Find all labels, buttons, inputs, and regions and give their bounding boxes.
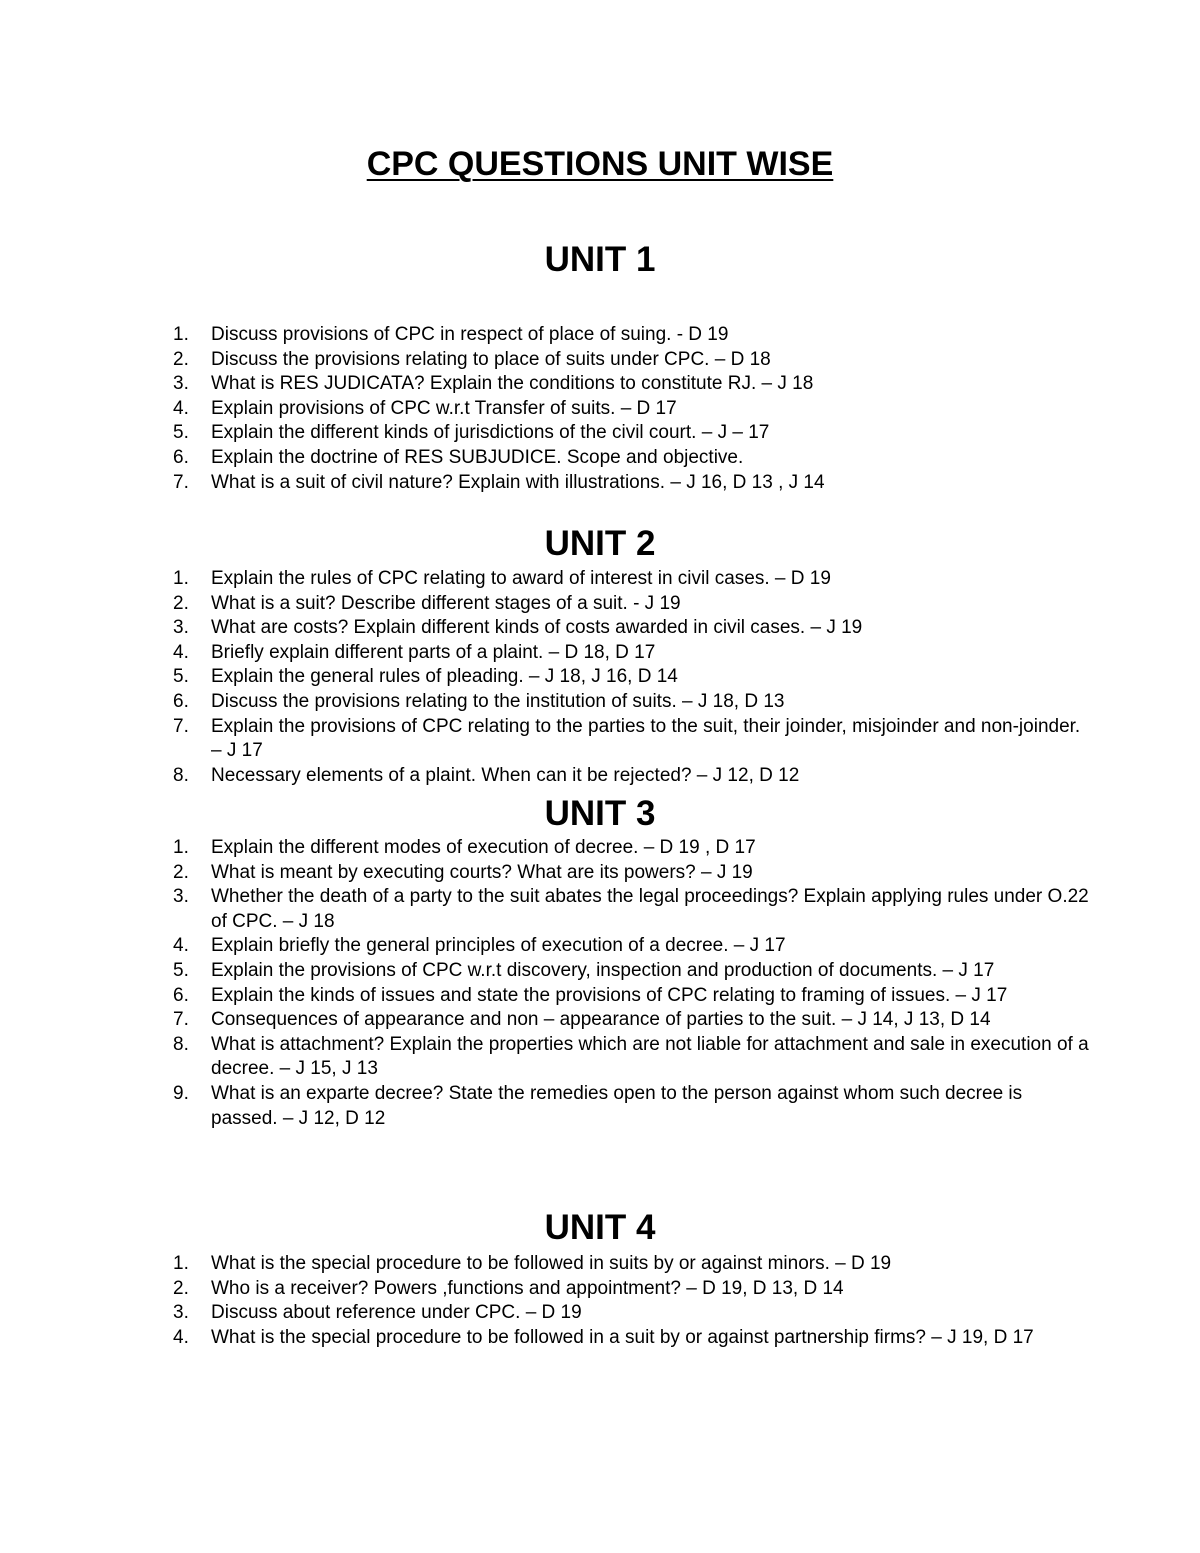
- list-item: [0, 1301, 1091, 1326]
- list-item: [0, 861, 1091, 886]
- list-item: [0, 421, 1091, 446]
- unit-3-heading: UNIT 3: [544, 794, 656, 833]
- question-number: 3.: [173, 886, 189, 908]
- question-number: 6.: [173, 690, 189, 712]
- list-item: [0, 984, 1091, 1009]
- question-number: 4.: [173, 641, 189, 663]
- list-item: [0, 764, 1091, 789]
- list-item: [0, 1252, 1091, 1277]
- question-number: 3.: [173, 617, 189, 639]
- question-number: 4.: [173, 935, 189, 957]
- question-text: Whether the death of a party to the suit abates the legal proceedings? Explain applying rules under O.22 of CPC. – J 18: [211, 886, 1089, 932]
- question-number: 2.: [173, 1277, 189, 1299]
- question-text: Explain the kinds of issues and state the provisions of CPC relating to framing of issues. – J 17: [211, 984, 1008, 1006]
- list-item: [0, 323, 1091, 348]
- question-text: Explain the rules of CPC relating to award of interest in civil cases. – D 19: [211, 568, 831, 589]
- question-text: Explain the doctrine of RES SUBJUDICE. Scope and objective.: [211, 446, 744, 468]
- list-item: [0, 592, 1091, 617]
- list-item: [0, 1326, 1091, 1351]
- question-text: Briefly explain different parts of a plaint. – D 18, D 17: [211, 641, 656, 663]
- question-number: 7.: [173, 471, 189, 493]
- question-text: Discuss the provisions relating to place of suits under CPC. – D 18: [211, 348, 771, 370]
- unit-4-heading: UNIT 4: [544, 1208, 656, 1247]
- question-text: Explain briefly the general principles of execution of a decree. – J 17: [211, 935, 786, 957]
- unit-2-question-list: [0, 567, 1200, 788]
- list-item: [0, 934, 1091, 959]
- question-text: Explain the provisions of CPC w.r.t discovery, inspection and production of documents. – J 17: [211, 959, 995, 981]
- list-item: [0, 372, 1091, 397]
- list-item: [0, 348, 1091, 373]
- question-text: Explain the general rules of pleading. – J 18, J 16, D 14: [211, 666, 678, 688]
- list-item: [0, 690, 1091, 715]
- list-item: [0, 397, 1091, 422]
- question-number: 1.: [173, 568, 189, 589]
- question-text: Explain provisions of CPC w.r.t Transfer of suits. – D 17: [211, 397, 677, 419]
- unit-2-heading: UNIT 2: [544, 524, 656, 563]
- list-item: [0, 641, 1091, 666]
- question-text: Who is a receiver? Powers ,functions and appointment? – D 19, D 13, D 14: [211, 1277, 844, 1299]
- question-text: What is attachment? Explain the properties which are not liable for attachment and sale in execution of a decree. – J 15, J 13: [211, 1033, 1089, 1080]
- unit-4-question-list: [0, 1252, 1200, 1350]
- list-item: [0, 665, 1091, 690]
- question-number: 8.: [173, 1033, 189, 1055]
- list-item: [0, 1008, 1091, 1033]
- list-item: [0, 1033, 1091, 1082]
- list-item: [0, 715, 1091, 764]
- question-number: 1.: [173, 324, 189, 345]
- question-number: 5.: [173, 422, 189, 444]
- question-number: 9.: [173, 1082, 189, 1104]
- question-number: 8.: [173, 764, 189, 786]
- question-text: Discuss the provisions relating to the institution of suits. – J 18, D 13: [211, 690, 785, 712]
- question-text: Explain the different kinds of jurisdictions of the civil court. – J – 17: [211, 422, 770, 444]
- list-item: [0, 959, 1091, 984]
- list-item: [0, 471, 1091, 496]
- question-text: What is a suit? Describe different stages of a suit. - J 19: [211, 592, 681, 614]
- question-text: Discuss provisions of CPC in respect of place of suing. - D 19: [211, 324, 729, 345]
- unit-3-question-list: [0, 836, 1200, 1131]
- question-text: What is a suit of civil nature? Explain with illustrations. – J 16, D 13 , J 14: [211, 471, 825, 493]
- list-item: [0, 446, 1091, 471]
- question-number: 5.: [173, 666, 189, 688]
- question-number: 2.: [173, 592, 189, 614]
- question-number: 1.: [173, 837, 189, 858]
- list-item: [0, 567, 1091, 592]
- question-text: What is an exparte decree? State the remedies open to the person against whom such decree is passed. – J 12, D 12: [211, 1082, 1023, 1129]
- question-number: 6.: [173, 446, 189, 468]
- question-number: 2.: [173, 861, 189, 883]
- question-number: 7.: [173, 715, 189, 737]
- unit-1-heading: UNIT 1: [544, 240, 656, 279]
- question-number: 5.: [173, 959, 189, 981]
- question-text: What is the special procedure to be followed in a suit by or against partnership firms? – J 19, D 17: [211, 1326, 1034, 1348]
- unit-1-question-list: [0, 323, 1200, 495]
- list-item: [0, 1082, 1091, 1131]
- question-text: What is RES JUDICATA? Explain the conditions to constitute RJ. – J 18: [211, 373, 814, 395]
- question-text: Necessary elements of a plaint. When can it be rejected? – J 12, D 12: [211, 764, 800, 786]
- question-text: What is meant by executing courts? What are its powers? – J 19: [211, 861, 753, 883]
- question-text: Explain the different modes of execution of decree. – D 19 , D 17: [211, 837, 756, 858]
- list-item: [0, 885, 1091, 934]
- question-text: What are costs? Explain different kinds of costs awarded in civil cases. – J 19: [211, 617, 863, 639]
- list-item: [0, 836, 1091, 861]
- document-title-text: CPC QUESTIONS UNIT WISE: [366, 145, 834, 183]
- document-title: [0, 142, 1200, 186]
- question-number: 4.: [173, 1326, 189, 1348]
- question-text: Explain the provisions of CPC relating to the parties to the suit, their joinder, misjoinder and non-joinder. – J 17: [211, 715, 1081, 762]
- question-number: 4.: [173, 397, 189, 419]
- question-text: What is the special procedure to be followed in suits by or against minors. – D 19: [211, 1253, 892, 1274]
- list-item: [0, 1277, 1091, 1302]
- question-number: 6.: [173, 984, 189, 1006]
- question-number: 2.: [173, 348, 189, 370]
- question-text: Consequences of appearance and non – appearance of parties to the suit. – J 14, J 13, D 14: [211, 1009, 991, 1031]
- question-number: 7.: [173, 1009, 189, 1031]
- question-number: 3.: [173, 373, 189, 395]
- question-number: 3.: [173, 1302, 189, 1324]
- question-text: Discuss about reference under CPC. – D 19: [211, 1302, 582, 1324]
- list-item: [0, 616, 1091, 641]
- question-number: 1.: [173, 1253, 189, 1274]
